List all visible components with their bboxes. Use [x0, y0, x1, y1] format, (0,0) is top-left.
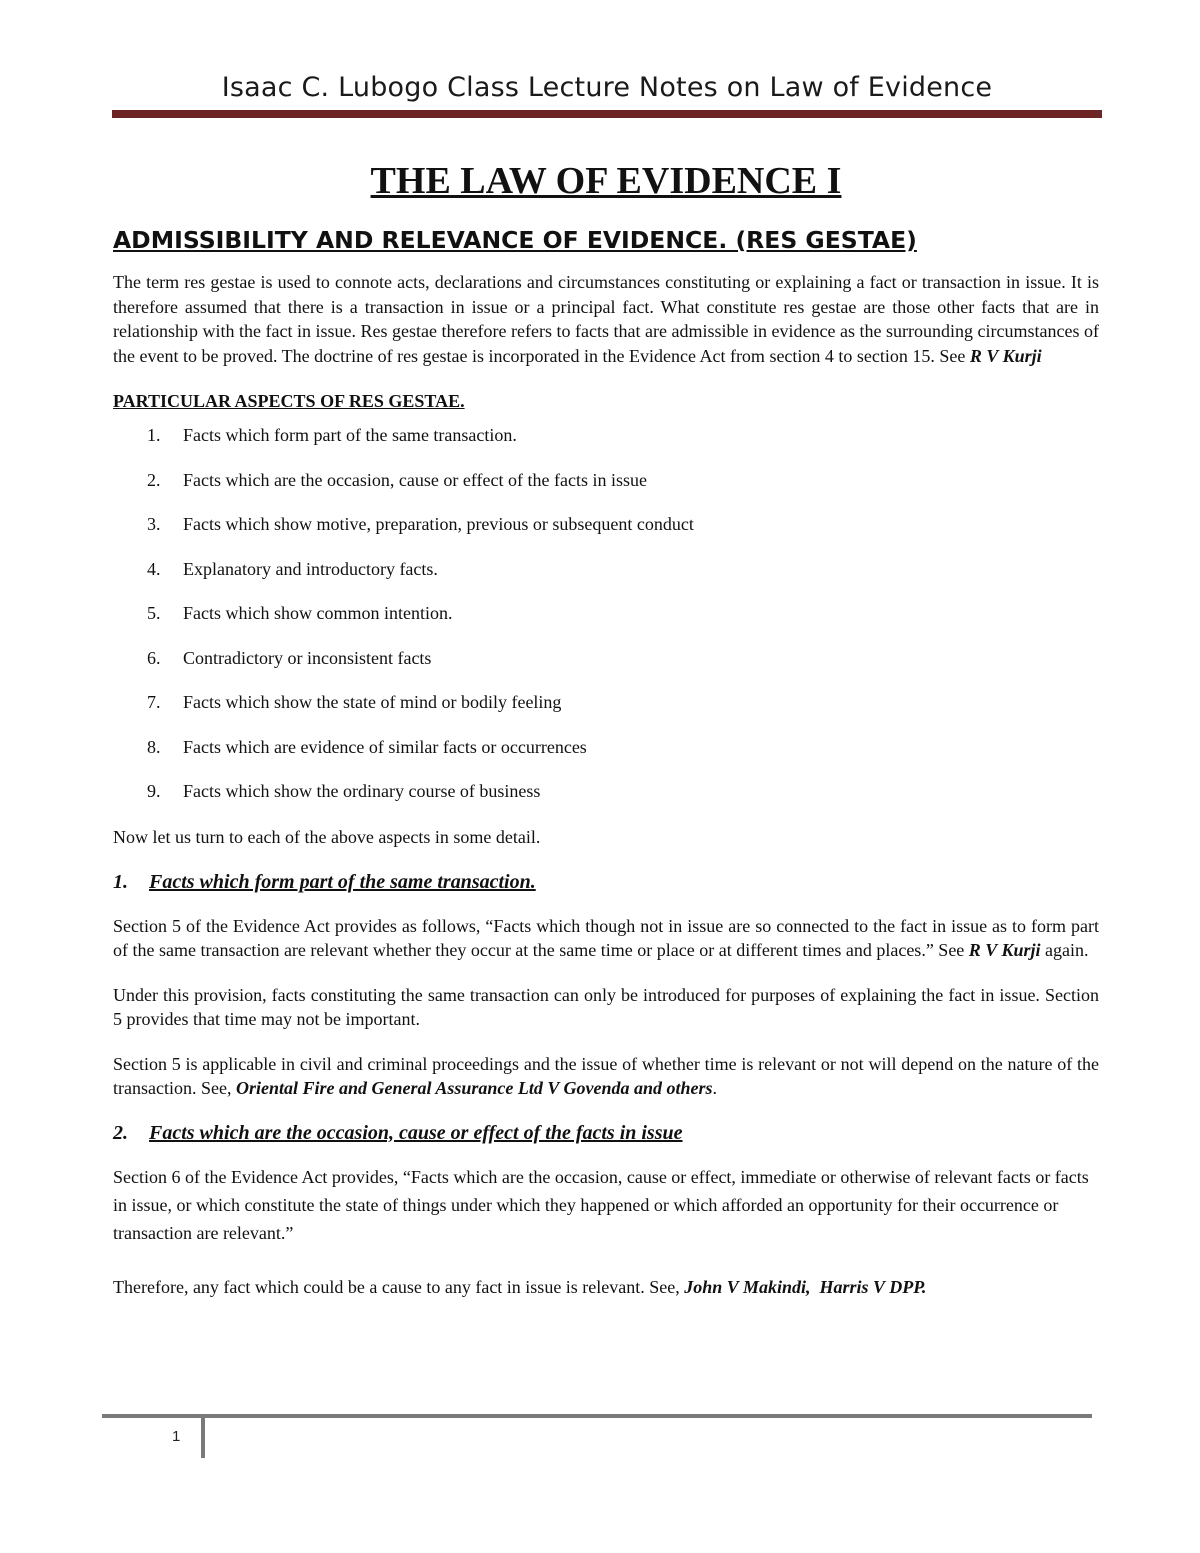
applicability-paragraph [113, 1052, 1099, 1101]
document-title: THE LAW OF EVIDENCE I [370, 160, 842, 202]
subsection-title: Facts which are the occasion, cause or effect of the facts in issue [149, 1121, 683, 1144]
conclusion-paragraph [113, 1275, 1099, 1300]
list-item-number: 3. [147, 514, 161, 534]
list-item-text: Facts which show the ordinary course of business [183, 781, 541, 801]
paragraph-text: again. [1040, 940, 1089, 960]
transition-paragraph: Now let us turn to each of the above aspects in some detail. [113, 827, 541, 847]
subsection-number: 1. [113, 870, 128, 893]
case-citation: R V Kurji [969, 345, 1042, 366]
list-item [113, 690, 1099, 714]
list-item-number: 9. [147, 781, 161, 801]
list-item [113, 423, 1099, 447]
subsection-heading-2 [113, 1120, 1099, 1146]
list-item-text: Explanatory and introductory facts. [183, 558, 438, 579]
list-item-text: Contradictory or inconsistent facts [183, 647, 432, 668]
list-item [113, 646, 1099, 670]
subsection-number: 2. [113, 1121, 128, 1144]
footer-rule [102, 1414, 1092, 1418]
list-item-text: Facts which are the occasion, cause or effect of the facts in issue [183, 469, 647, 490]
subsection-heading-1 [113, 869, 1099, 895]
list-item [113, 557, 1099, 581]
provision-paragraph: Under this provision, facts constituting the same transaction can only be introduced for purposes of explaining the fact in issue. Section 5 provides that time may not be important. [113, 984, 1099, 1029]
paragraph-text: Section 5 of the Evidence Act provides as follows, “Facts which though not in issue are so connected to the fact in issue as to form part of the same transaction are relevant whether they occur at the same time or place or at different times and places.” See [113, 915, 1099, 960]
paragraph-text: Therefore, any fact which could be a cause to any fact in issue is relevant. See, [113, 1276, 685, 1297]
aspects-heading: PARTICULAR ASPECTS OF RES GESTAE. [113, 391, 465, 411]
list-item-number: 5. [147, 603, 161, 623]
case-citation: Harris V DPP. [819, 1276, 927, 1297]
list-item-number: 4. [147, 558, 161, 579]
footer-divider [201, 1414, 205, 1458]
list-item-number: 7. [147, 692, 161, 712]
intro-text: The term res gestae is used to connote acts, declarations and circumstances constituting or explaining a fact or transaction in issue. It is therefore assumed that there is a transaction in issue or a principal fact. What constitute res gestae are those other facts that are in relationship with the fact in issue. Res gestae therefore refers to facts that are admissible in evidence as the surrounding circumstances of the event to be proved. The doctrine of res gestae is incorporated in the Evidence Act from section 4 to section 15. See [113, 272, 1099, 366]
list-item [113, 512, 1099, 536]
list-item-text: Facts which show common intention. [183, 603, 453, 623]
list-item-text: Facts which form part of the same transaction. [183, 425, 517, 445]
list-item [113, 779, 1099, 803]
case-citation: John V Makindi, [684, 1276, 811, 1297]
list-item-number: 6. [147, 647, 161, 668]
paragraph-text: . [712, 1078, 718, 1098]
list-item-text: Facts which show the state of mind or bodily feeling [183, 692, 562, 712]
page-number: 1 [172, 1428, 181, 1445]
intro-paragraph [113, 270, 1099, 368]
section6-paragraph: Section 6 of the Evidence Act provides, “Facts which are the occasion, cause or effect, immediate or otherwise of relevant facts or facts in issue, or which constitute the state of things under which they happened or which afforded an opportunity for their occurrence or transaction are relevant.” [113, 1166, 1089, 1243]
list-item-number: 2. [147, 469, 161, 490]
section-heading: ADMISSIBILITY AND RELEVANCE OF EVIDENCE. (RES GESTAE) [113, 226, 917, 254]
list-item-text: Facts which are evidence of similar facts or occurrences [183, 736, 587, 757]
aspects-list [113, 423, 1099, 803]
list-item-text: Facts which show motive, preparation, previous or subsequent conduct [183, 514, 694, 534]
paragraph-text: Section 5 is applicable in civil and criminal proceedings and the issue of whether time is relevant or not will depend on the nature of the transaction. See, [113, 1053, 1099, 1098]
case-citation: Oriental Fire and General Assurance Ltd V Govenda and others [235, 1078, 713, 1098]
running-header: Isaac C. Lubogo Class Lecture Notes on Law of Evidence [221, 72, 993, 103]
list-item [113, 735, 1099, 759]
list-item [113, 468, 1099, 492]
section5-paragraph [113, 914, 1099, 963]
page-content [113, 158, 1099, 1299]
list-item-number: 8. [147, 736, 161, 757]
case-citation: R V Kurji [968, 940, 1041, 960]
list-item-number: 1. [147, 425, 161, 445]
paragraph-text [811, 1277, 820, 1297]
header-rule [112, 110, 1102, 118]
list-item [113, 601, 1099, 625]
subsection-title: Facts which form part of the same transaction. [149, 870, 536, 893]
